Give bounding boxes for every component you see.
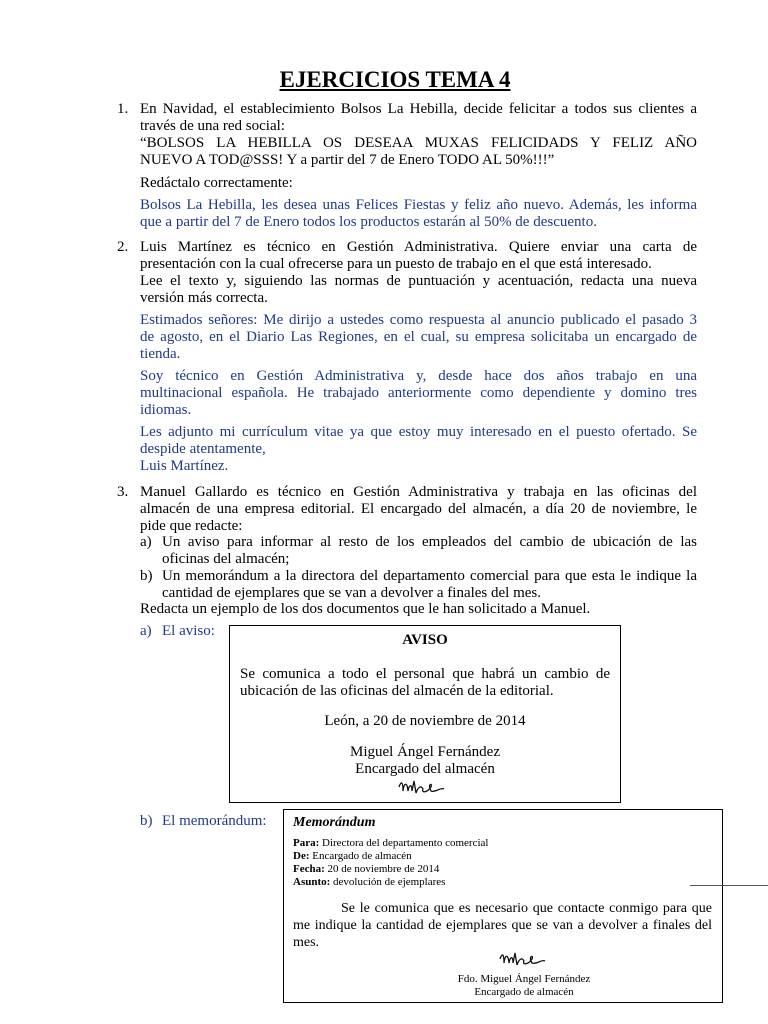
item-3-subitem-line: cantidad de ejemplares que se van a devolver a finales del mes. — [162, 585, 542, 601]
item-1-line: En Navidad, el establecimiento Bolsos La Hebilla, decide felicitar a todos sus clientes a — [140, 101, 697, 117]
item-1-answer-line: Bolsos La Hebilla, les desea unas Felices Fiestas y feliz año nuevo. Además, les informa — [140, 197, 697, 213]
aviso-body-line: ubicación de las oficinas del almacén de la editorial. — [240, 683, 554, 699]
memo-body-line: Se le comunica que es necesario que contacte conmigo para que — [341, 901, 712, 916]
item-3-subitem-marker: a) — [140, 534, 152, 550]
memo-asunto — [293, 876, 445, 889]
item-2-line: Lee el texto y, siguiendo las normas de puntuación y acentuación, redacta una nueva — [140, 273, 697, 289]
item-2-answer-line: multinacional española. He trabajado anteriormente como dependiente y domino tres — [140, 385, 697, 401]
memo-label: El memorándum: — [162, 813, 267, 829]
item-3-line: Manuel Gallardo es técnico en Gestión Administrativa y trabaja en las oficinas del — [140, 484, 697, 500]
memo-heading: Memorándum — [293, 815, 376, 830]
item-2-answer-line: Estimados señores: Me dirijo a ustedes como respuesta al anuncio publicado el pasado 3 — [140, 312, 697, 328]
aviso-signer-role: Encargado del almacén — [355, 761, 495, 777]
memo-asunto-label: Asunto: — [293, 876, 331, 888]
aviso-signer-name: Miguel Ángel Fernández — [350, 744, 500, 760]
memo-box — [283, 809, 723, 1003]
item-2-answer-line: tienda. — [140, 346, 181, 362]
memo-body-line: mes. — [293, 935, 320, 950]
aviso-signature-icon — [397, 777, 447, 799]
item-3-subitem-line: Un aviso para informar al resto de los empleados del cambio de ubicación de las — [162, 534, 697, 550]
aviso-heading: AVISO — [402, 632, 448, 648]
memo-fecha — [293, 863, 439, 876]
item-2-number: 2. — [117, 239, 129, 255]
item-2-answer-line: Soy técnico en Gestión Administrativa y, desde hace dos años trabajo en una — [140, 368, 697, 384]
memo-signoff: Fdo. Miguel Ángel Fernández — [457, 973, 591, 985]
item-1-quote-line: NUEVO A TOD@SSS! Y a partir del 7 de Enero TODO AL 50%!!!” — [140, 152, 555, 168]
aviso-place-date: León, a 20 de noviembre de 2014 — [324, 713, 526, 729]
item-3-subitem-marker: b) — [140, 568, 153, 584]
memo-para — [293, 837, 488, 850]
item-2-line: Luis Martínez es técnico en Gestión Administrativa. Quiere enviar una carta de — [140, 239, 697, 255]
aviso-label: El aviso: — [162, 623, 215, 639]
aviso-box — [229, 625, 621, 803]
memo-marker: b) — [140, 813, 153, 829]
item-3-line: almacén de una empresa editorial. El encargado del almacén, a día 20 de noviembre, le — [140, 501, 697, 517]
item-1-number: 1. — [117, 101, 129, 117]
item-1-line: través de una red social: — [140, 118, 285, 134]
item-2-answer-line: idiomas. — [140, 402, 192, 418]
item-3-subitem-line: oficinas del almacén; — [162, 551, 290, 567]
memo-body-line: me indique la cantidad de ejemplares que se van a devolver a finales del — [293, 918, 712, 933]
memo-signoff-role: Encargado de almacén — [474, 986, 574, 998]
item-3-number: 3. — [117, 484, 129, 500]
horizontal-rule — [690, 885, 768, 886]
item-2-answer-line: Les adjunto mi currículum vitae ya que estoy muy interesado en el puesto ofertado. Se — [140, 424, 697, 440]
item-1-quote-line: “BOLSOS LA HEBILLA OS DESEAA MUXAS FELICIDADS Y FELIZ AÑO — [140, 135, 697, 151]
memo-de-label: De: — [293, 850, 310, 862]
memo-para-label: Para: — [293, 837, 320, 849]
item-2-answer-line: despide atentamente, — [140, 441, 266, 457]
memo-para-value: Directora del departamento comercial — [319, 837, 489, 849]
item-1-instruction: Redáctalo correctamente: — [140, 175, 293, 191]
memo-de — [293, 850, 412, 863]
memo-de-value: Encargado de almacén — [309, 850, 412, 862]
aviso-marker: a) — [140, 623, 152, 639]
item-1-answer-line: que a partir del 7 de Enero todos los productos estarán al 50% de descuento. — [140, 214, 597, 230]
memo-asunto-value: devolución de ejemplares — [330, 876, 446, 888]
item-3-instruction: Redacta un ejemplo de los dos documentos que le han solicitado a Manuel. — [140, 601, 591, 617]
item-2-answer-line: de agosto, en el Diario Las Regiones, en el cual, su empresa solicitaba un encargado de — [140, 329, 697, 345]
memo-fecha-label: Fecha: — [293, 863, 325, 875]
item-2-line: presentación con la cual ofrecerse para un puesto de trabajo en el que está interesado. — [140, 256, 652, 272]
item-3-line: pide que redacte: — [140, 518, 243, 534]
item-2-line: versión más correcta. — [140, 290, 268, 306]
aviso-body-line: Se comunica a todo el personal que habrá un cambio de — [240, 666, 610, 682]
item-3-subitem-line: Un memorándum a la directora del departamento comercial para que esta le indique la — [162, 568, 697, 584]
memo-signature-icon — [498, 950, 548, 970]
memo-fecha-value: 20 de noviembre de 2014 — [324, 863, 440, 875]
page-title: EJERCICIOS TEMA 4 — [279, 67, 511, 92]
item-2-answer-line: Luis Martínez. — [140, 458, 229, 474]
